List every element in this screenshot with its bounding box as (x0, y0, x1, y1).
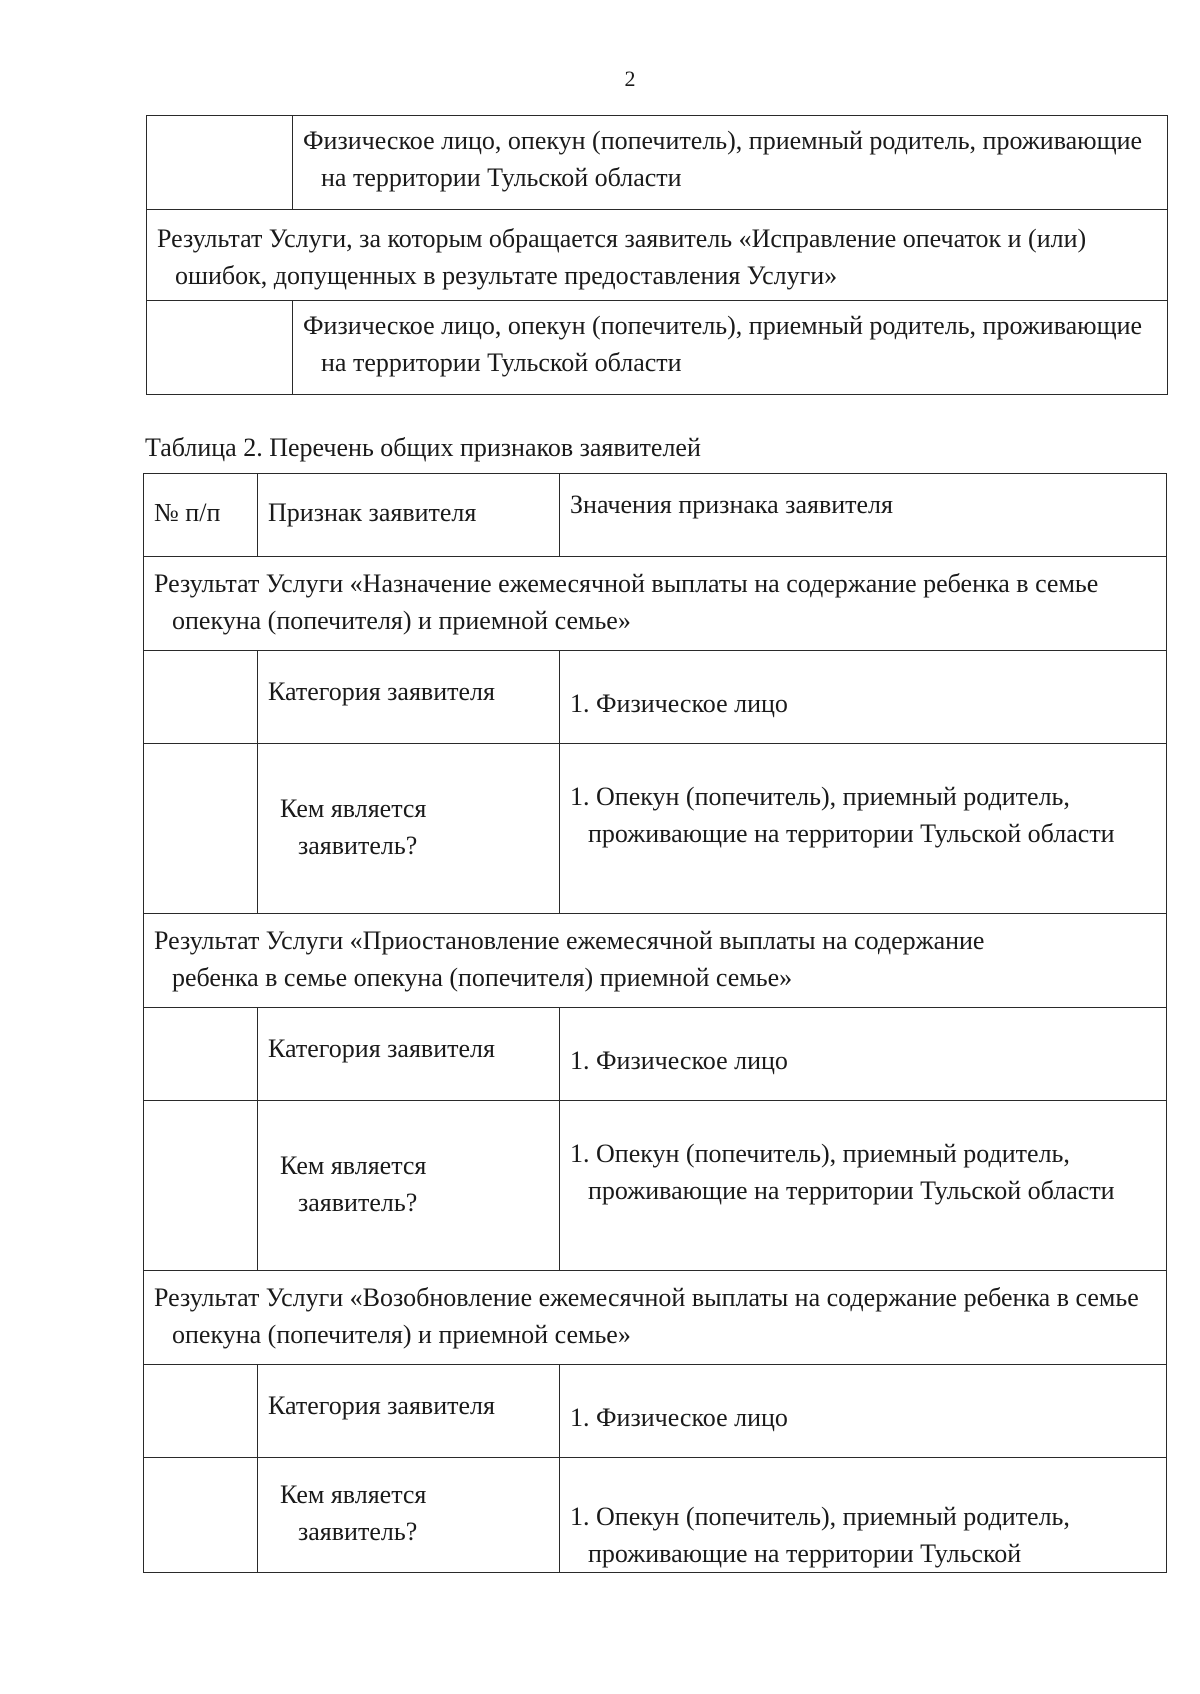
value-cell: 1. Опекун (попечитель), приемный родитель, проживающие на территории Тульской (560, 1458, 1167, 1573)
service-result-cell: Результат Услуги «Назначение ежемесячной выплаты на содержание ребенка в семье опекуна (попечителя) и приемной семье» (144, 557, 1167, 651)
number-cell (144, 1458, 258, 1573)
applicant-description-cell: Физическое лицо, опекун (попечитель), приемный родитель, проживающие на территории Тульской области (293, 116, 1168, 210)
table-row (147, 210, 1168, 301)
table-header-row (144, 474, 1167, 557)
table-row (144, 744, 1167, 914)
applicants-table-continuation (146, 115, 1168, 395)
value-cell: 1. Физическое лицо (560, 1365, 1167, 1458)
number-cell (144, 1008, 258, 1101)
table-row (144, 914, 1167, 1008)
sign-cell: Кем является заявитель? (258, 1458, 560, 1573)
table-row (144, 1008, 1167, 1101)
sign-cell: Категория заявителя (258, 651, 560, 744)
table-row (147, 116, 1168, 210)
number-cell (144, 651, 258, 744)
header-value: Значения признака заявителя (560, 474, 1167, 557)
table-row (144, 1458, 1167, 1573)
value-cell: 1. Опекун (попечитель), приемный родитель, проживающие на территории Тульской области (560, 744, 1167, 914)
sign-cell: Кем является заявитель? (258, 1101, 560, 1271)
service-result-cell: Результат Услуги, за которым обращается заявитель «Исправление опечаток и (или) ошибок, допущенных в результате предоставления Услуги» (147, 210, 1168, 301)
service-result-cell: Результат Услуги «Приостановление ежемесячной выплаты на содержание ребенка в семье опекуна (попечителя) приемной семье» (144, 914, 1167, 1008)
sign-cell: Категория заявителя (258, 1008, 560, 1101)
table-row (144, 651, 1167, 744)
table-row (144, 1101, 1167, 1271)
page-number: 2 (624, 66, 636, 91)
table-caption: Таблица 2. Перечень общих признаков заявителей (145, 433, 701, 462)
value-cell: 1. Физическое лицо (560, 651, 1167, 744)
applicant-signs-table (143, 473, 1167, 1573)
number-cell (144, 744, 258, 914)
applicant-description-cell: Физическое лицо, опекун (попечитель), приемный родитель, проживающие на территории Тульской области (293, 301, 1168, 395)
table-row (144, 1271, 1167, 1365)
number-cell (144, 1101, 258, 1271)
header-number: № п/п (144, 474, 258, 557)
sign-cell: Категория заявителя (258, 1365, 560, 1458)
service-result-cell: Результат Услуги «Возобновление ежемесячной выплаты на содержание ребенка в семье опекуна (попечителя) и приемной семье» (144, 1271, 1167, 1365)
value-cell: 1. Опекун (попечитель), приемный родитель, проживающие на территории Тульской области (560, 1101, 1167, 1271)
table-row (144, 557, 1167, 651)
number-cell (144, 1365, 258, 1458)
sign-cell: Кем является заявитель? (258, 744, 560, 914)
number-cell (147, 301, 293, 395)
table-row (144, 1365, 1167, 1458)
table-row (147, 301, 1168, 395)
number-cell (147, 116, 293, 210)
header-sign: Признак заявителя (258, 474, 560, 557)
value-cell: 1. Физическое лицо (560, 1008, 1167, 1101)
